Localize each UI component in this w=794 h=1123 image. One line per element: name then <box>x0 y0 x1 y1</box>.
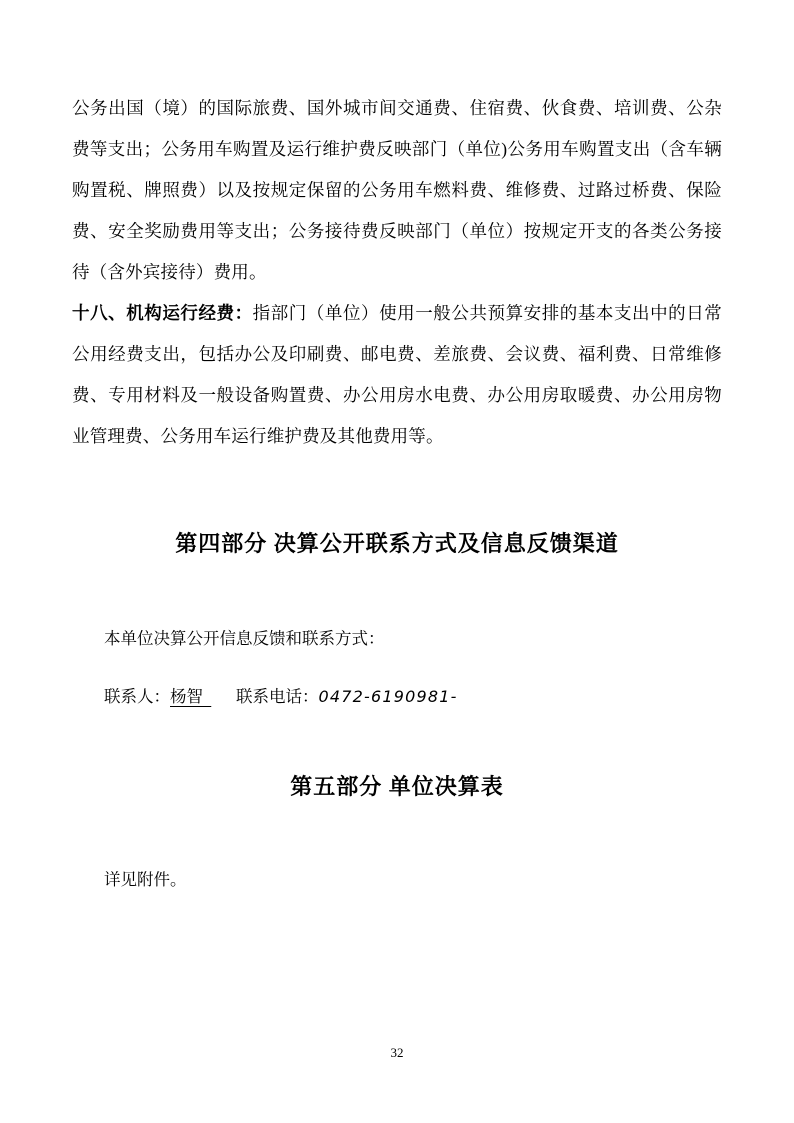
contact-person-value: 杨智 <box>170 687 203 706</box>
section-title-part-four: 第四部分 决算公开联系方式及信息反馈渠道 <box>175 531 619 556</box>
contact-person-underline-pad <box>203 687 211 706</box>
spacer <box>72 801 722 861</box>
part-four-intro: 本单位决算公开信息反馈和联系方式： <box>104 629 385 648</box>
section-title-part-five: 第五部分 单位决算表 <box>290 774 504 799</box>
paragraph-official-expenses: 公务出国（境）的国际旅费、国外城市间交通费、住宿费、伙食费、培训费、公杂费等支出；公务用车购置及运行维护费反映部门（单位)公务用车购置支出（含车辆购置税、牌照费）以及按规定保留的公务用车燃料费、维修费、过路过桥费、保险费、安全奖励费用等支出；公务接待费反映部门（单位）按规定开支的各类公务接待（含外宾接待）费用。 <box>72 98 722 282</box>
part-five-note: 详见附件。 <box>104 870 187 889</box>
contact-phone-label: 联系电话： <box>236 687 319 706</box>
contact-person-label: 联系人： <box>104 687 170 706</box>
contact-phone-value: 0472-6190981- <box>318 687 458 706</box>
spacer <box>72 716 722 770</box>
paragraph-org-operating-expenses <box>72 293 722 457</box>
paragraph-org-operating-body: 指部门（单位）使用一般公共预算安排的基本支出中的日常公用经费支出，包括办公及印刷费、邮电费、差旅费、会议费、福利费、日常维修费、专用材料及一般设备购置费、办公用房水电费、办公用房取暖费、办公用房物业管理费、公务用车运行维护费及其他费用等。 <box>72 303 722 446</box>
contact-info-line <box>72 678 722 716</box>
paragraph-lead-label: 十八、机构运行经费： <box>72 303 253 323</box>
page-number: 32 <box>390 1045 404 1060</box>
spacer <box>72 558 722 620</box>
spacer <box>72 457 722 527</box>
contact-spacer <box>211 687 236 706</box>
spacer <box>72 658 722 678</box>
